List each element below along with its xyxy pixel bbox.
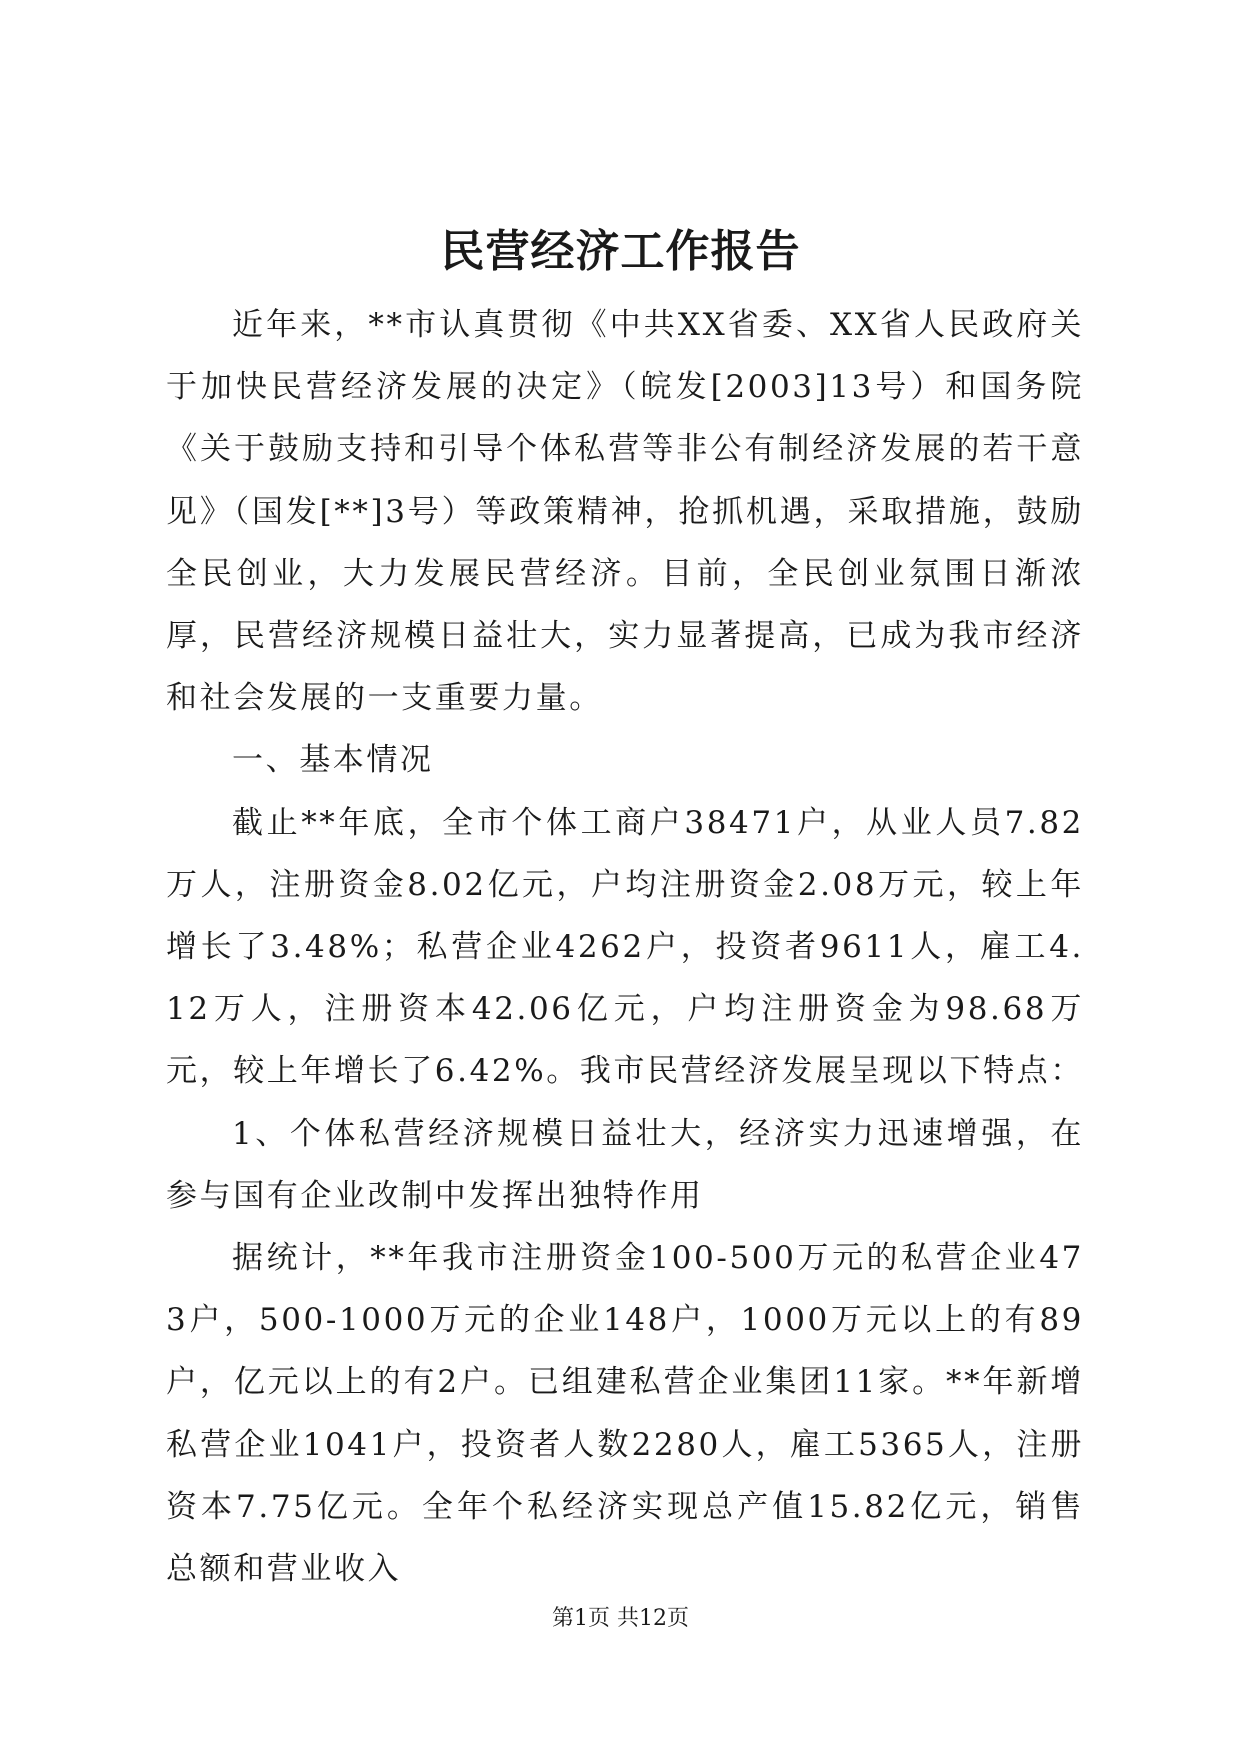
paragraph-feature-1-detail: 据统计，**年我市注册资金100-500万元的私营企业473户，500-1000万元的企业148户，1000万元以上的有89户，亿元以上的有2户。已组建私营企业集团11家。**年新增私营企业1041户，投资者人数2280人，雇工5365人，注册资本7.75亿元。全年个私经济实现总产值15.82亿元，销售总额和营业收入 xyxy=(166,1240,1084,1588)
document-body xyxy=(166,294,1084,1600)
paragraph-statistics: 截止**年底，全市个体工商户38471户，从业人员7.82万人，注册资金8.02亿元，户均注册资金2.08万元，较上年增长了3.48%；私营企业4262户，投资者9611人，雇工4.12万人，注册资本42.06亿元，户均注册资金为98.68万元，较上年增长了6.42%。我市民营经济发展呈现以下特点： xyxy=(166,804,1084,1090)
subheading-feature-1: 1、个体私营经济规模日益壮大，经济实力迅速增强，在参与国有企业改制中发挥出独特作用 xyxy=(166,1115,1084,1214)
paragraph-intro: 近年来，**市认真贯彻《中共XX省委、XX省人民政府关于加快民营经济发展的决定》（皖发[2003]13号）和国务院《关于鼓励支持和引导个体私营等非公有制经济发展的若干意见》（国发[**]3号）等政策精神，抢抓机遇，采取措施，鼓励全民创业，大力发展民营经济。目前，全民创业氛围日渐浓厚，民营经济规模日益壮大，实力显著提高，已成为我市经济和社会发展的一支重要力量。 xyxy=(166,307,1084,717)
section-heading-basic-situation: 一、基本情况 xyxy=(232,742,434,779)
document-title: 民营经济工作报告 xyxy=(440,226,801,277)
page-number-footer: 第1页 共12页 xyxy=(552,1606,689,1631)
